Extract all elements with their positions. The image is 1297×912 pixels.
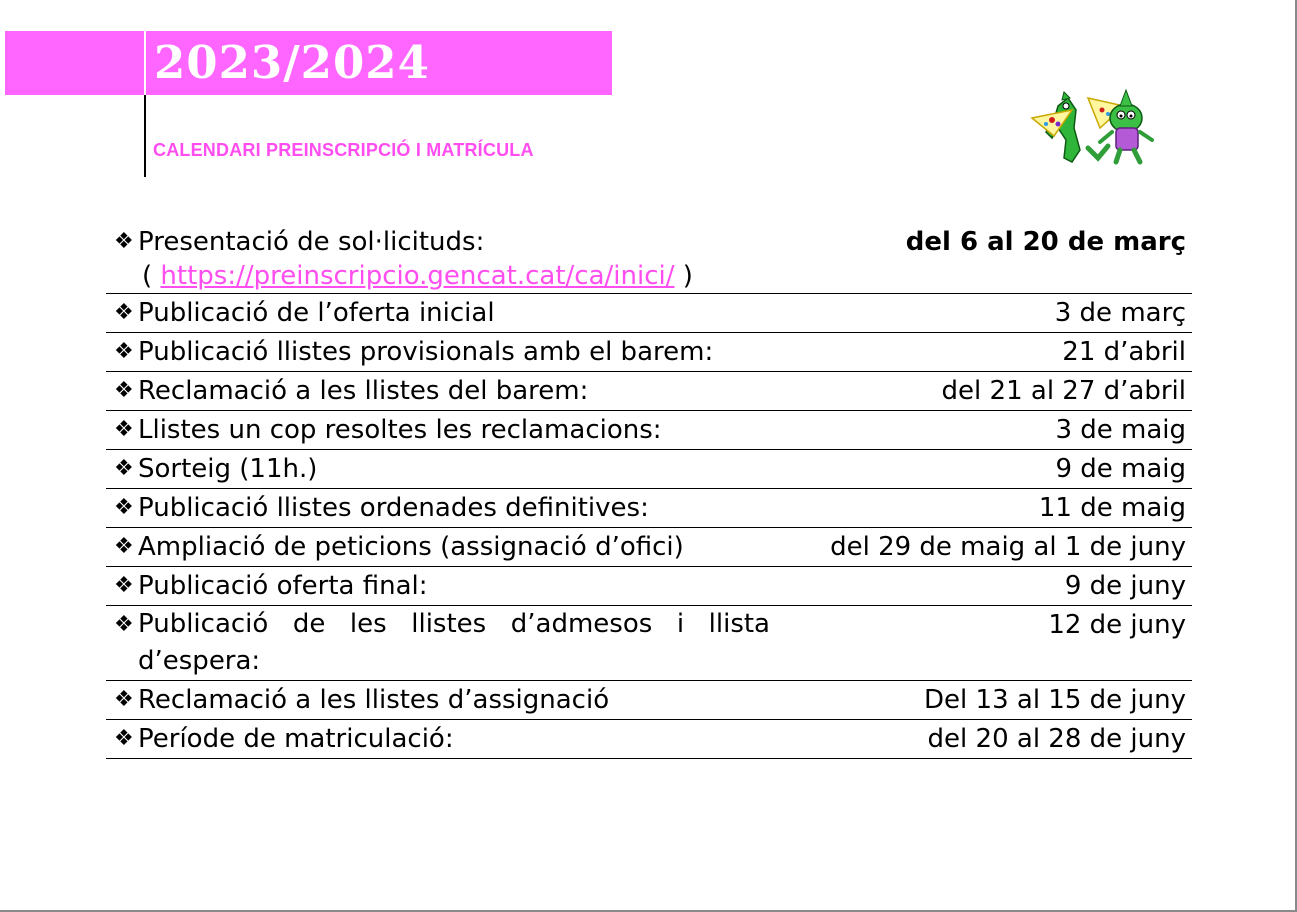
diamond-bullet-icon: ❖: [114, 417, 134, 442]
row-label: Publicació llistes provisionals amb el barem:: [138, 337, 714, 367]
diamond-bullet-icon: ❖: [114, 612, 134, 637]
row-label: Ampliació de peticions (assignació d’ofici): [138, 532, 684, 562]
schedule-row: [106, 294, 1192, 333]
schedule-row: [106, 567, 1192, 606]
row-date: 12 de juny: [1048, 610, 1186, 640]
schedule-row: [106, 606, 1192, 681]
link-prefix: (: [142, 261, 161, 291]
row-label: Publicació llistes ordenades definitives:: [138, 493, 649, 523]
row-label: Reclamació a les llistes d’assignació: [138, 685, 610, 715]
row-label: Publicació de les llistes d’admesos i llista d’espera:: [138, 609, 770, 676]
row-date: 3 de març: [1054, 298, 1186, 328]
cartoon-mascots-logo: [1028, 88, 1160, 166]
row-label: Presentació de sol·licituds:: [138, 227, 485, 257]
diamond-bullet-icon: ❖: [114, 534, 134, 559]
diamond-bullet-icon: ❖: [114, 573, 134, 598]
row-label: Publicació oferta final:: [138, 571, 428, 601]
row-label: Llistes un cop resoltes les reclamacions:: [138, 415, 662, 445]
schedule-row: [106, 223, 1192, 294]
row-date: del 6 al 20 de març: [905, 227, 1186, 257]
row-date: del 29 de maig al 1 de juny: [830, 532, 1186, 562]
schedule-row: [106, 372, 1192, 411]
diamond-bullet-icon: ❖: [114, 229, 134, 254]
row-date: 9 de maig: [1055, 454, 1186, 484]
schedule-row: [106, 681, 1192, 720]
schedule-row: [106, 411, 1192, 450]
schedule-row: [106, 720, 1192, 759]
preinscripcio-link[interactable]: https://preinscripcio.gencat.cat/ca/inici/: [160, 261, 675, 291]
row-date: 3 de maig: [1055, 415, 1186, 445]
diamond-bullet-icon: ❖: [114, 495, 134, 520]
diamond-bullet-icon: ❖: [114, 687, 134, 712]
diamond-bullet-icon: ❖: [114, 300, 134, 325]
row-date: 9 de juny: [1064, 571, 1186, 601]
diamond-bullet-icon: ❖: [114, 339, 134, 364]
row-date: del 21 al 27 d’abril: [941, 376, 1186, 406]
page-subtitle: CALENDARI PREINSCRIPCIÓ I MATRÍCULA: [153, 140, 534, 160]
schedule-row: [106, 450, 1192, 489]
row-date: Del 13 al 15 de juny: [924, 685, 1186, 715]
schedule-row: [106, 333, 1192, 372]
schedule-row: [106, 528, 1192, 567]
row-date: del 20 al 28 de juny: [927, 724, 1186, 754]
enrollment-schedule-table: [106, 223, 1192, 759]
row-label: Període de matriculació:: [138, 724, 454, 754]
schedule-row: [106, 489, 1192, 528]
link-suffix: ): [674, 261, 693, 291]
diamond-bullet-icon: ❖: [114, 456, 134, 481]
row-label: Sorteig (11h.): [138, 454, 318, 484]
row-date: 21 d’abril: [1062, 337, 1186, 367]
row-label: Reclamació a les llistes del barem:: [138, 376, 589, 406]
diamond-bullet-icon: ❖: [114, 726, 134, 751]
title-divider-lower: [144, 95, 146, 177]
row-date: 11 de maig: [1038, 493, 1186, 523]
diamond-bullet-icon: ❖: [114, 378, 134, 403]
row-label: Publicació de l’oferta inicial: [138, 298, 495, 328]
school-year-title: 2023/2024: [154, 36, 430, 89]
